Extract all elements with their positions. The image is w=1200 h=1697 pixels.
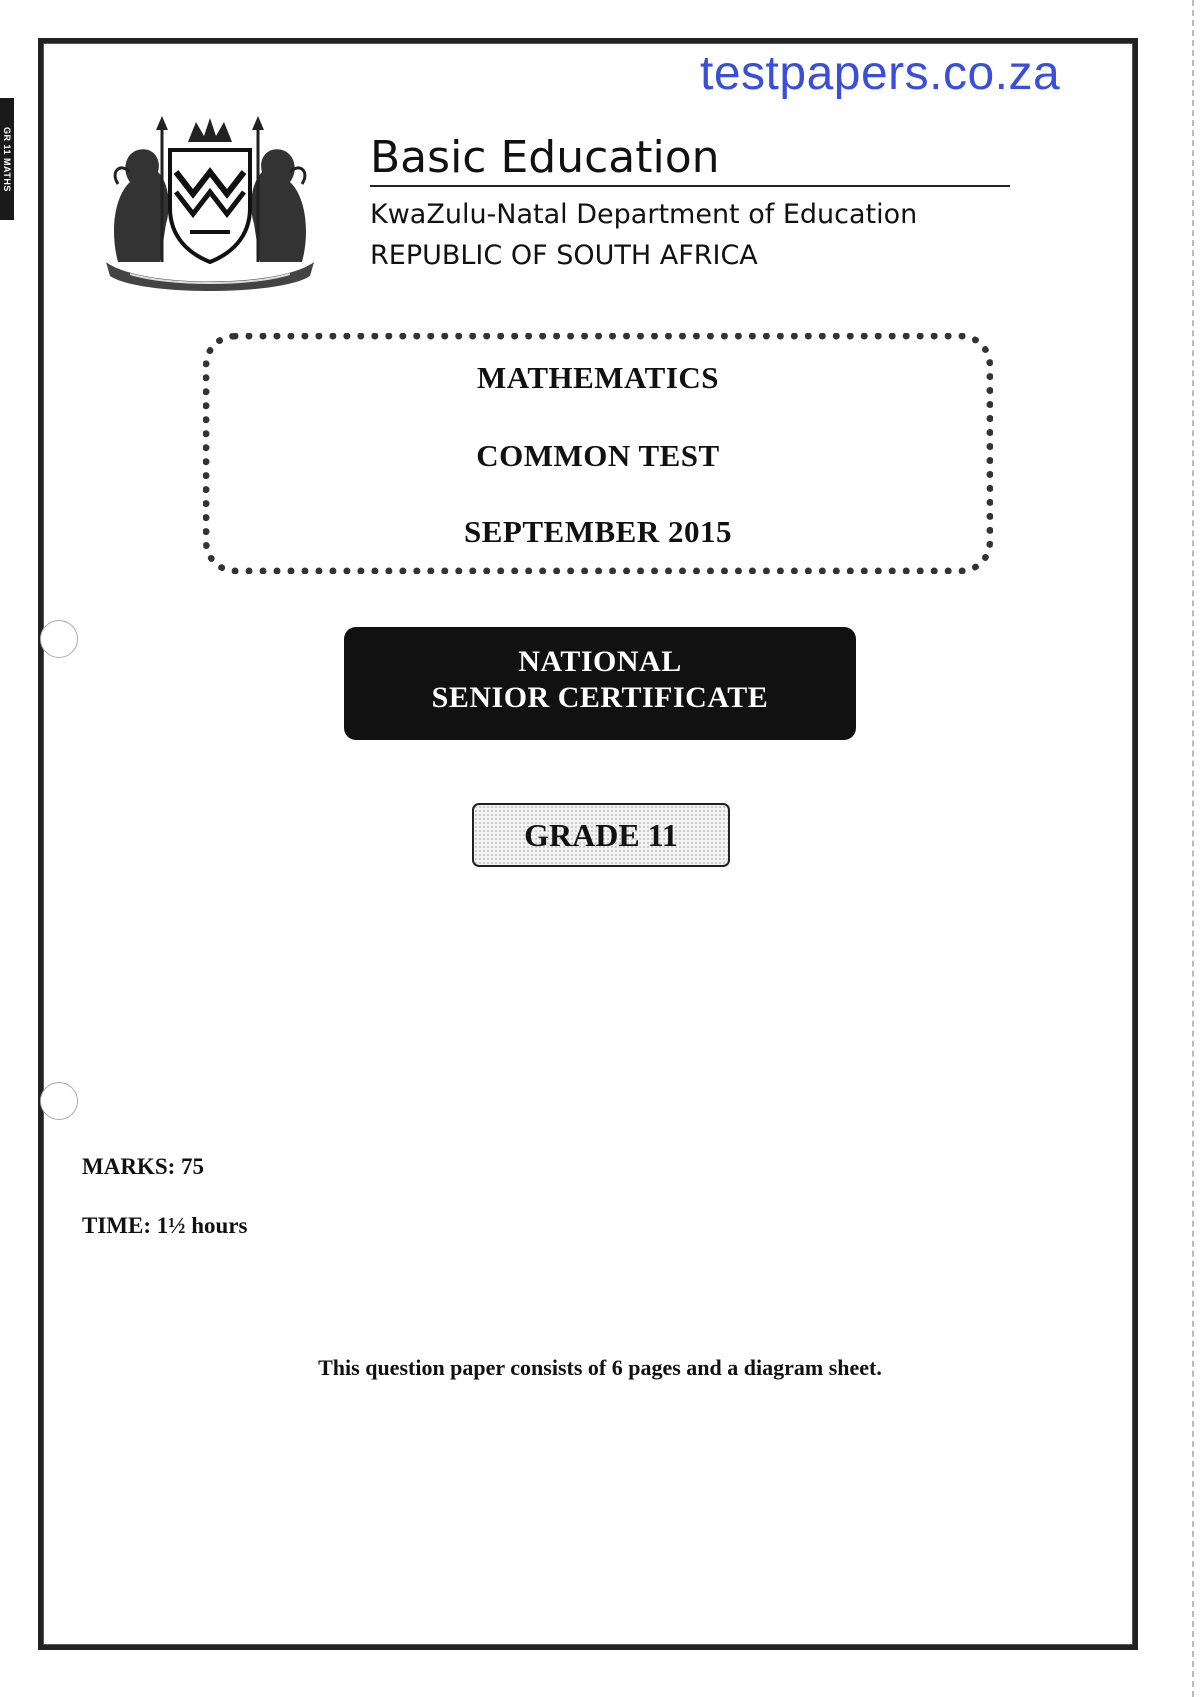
exam-title-box (203, 333, 993, 574)
time-label: TIME: 1½ hours (82, 1213, 248, 1238)
test-type: COMMON TEST (476, 438, 720, 473)
certificate-banner (344, 627, 856, 740)
marks-label: MARKS: 75 (82, 1154, 205, 1179)
grade-label: GRADE 11 (472, 803, 730, 867)
subject-title: MATHEMATICS (476, 360, 720, 395)
side-tab-label: GR 11 MATHS (0, 98, 14, 220)
page-count-note: This question paper consists of 6 pages and a diagram sheet. (318, 1355, 882, 1380)
page-edge-perforation (1192, 0, 1194, 1697)
watermark-link[interactable]: testpapers.co.za (700, 47, 1061, 100)
header-title: Basic Education (370, 132, 1010, 187)
coat-of-arms-icon (100, 112, 320, 292)
exam-session: SEPTEMBER 2015 (464, 514, 732, 549)
country-name: REPUBLIC OF SOUTH AFRICA (370, 240, 758, 271)
punch-hole-bottom (40, 1082, 78, 1120)
department-name: KwaZulu-Natal Department of Education (370, 199, 918, 230)
punch-hole-top (40, 620, 78, 658)
certificate-line-2: SENIOR CERTIFICATE (431, 681, 769, 714)
certificate-line-1: NATIONAL (518, 645, 682, 678)
department-header (370, 132, 1010, 271)
